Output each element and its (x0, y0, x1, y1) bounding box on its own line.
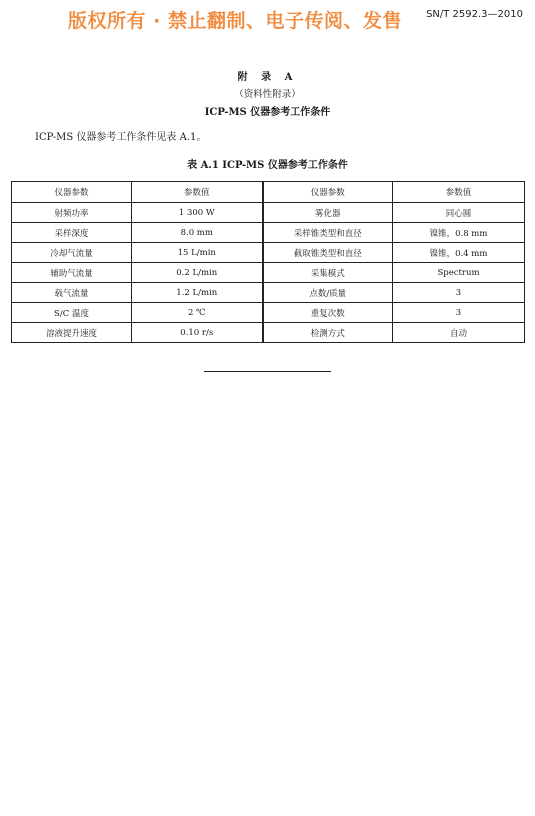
table-cell: 0.10 r/s (132, 323, 263, 343)
table-row (12, 203, 525, 223)
table-cell: 采样锥类型和直径 (263, 223, 393, 243)
table-row (12, 223, 525, 243)
table-cell: 重复次数 (263, 303, 393, 323)
table-cell: 镍锥，0.4 mm (393, 243, 525, 263)
instrument-parameters-table (11, 181, 525, 343)
table-cell: 点数/质量 (263, 283, 393, 303)
annex-title: 附 录 A (237, 72, 298, 83)
standard-number: SN/T 2592.3—2010 (426, 9, 523, 20)
table-cell: 同心圆 (393, 203, 525, 223)
table-caption: 表 A.1 ICP-MS 仪器参考工作条件 (187, 160, 348, 171)
table-cell: 载气流量 (12, 283, 132, 303)
table-cell: 采样深度 (12, 223, 132, 243)
table-row (12, 323, 525, 343)
annex-heading: ICP-MS 仪器参考工作条件 (204, 107, 331, 118)
table-cell: 0.2 L/min (132, 263, 263, 283)
table-cell: 雾化器 (263, 203, 393, 223)
table-cell: 溶液提升速度 (12, 323, 132, 343)
table-cell: 截取锥类型和直径 (263, 243, 393, 263)
table-cell: 15 L/min (132, 243, 263, 263)
annex-subtitle: （资料性附录） (234, 89, 301, 100)
column-header: 参数值 (132, 182, 263, 203)
table-cell: 8.0 mm (132, 223, 263, 243)
table-row (12, 303, 525, 323)
table-cell: Spectrum (393, 263, 525, 283)
table-cell: 检测方式 (263, 323, 393, 343)
table-cell: 3 (393, 303, 525, 323)
end-of-annex-rule (204, 371, 331, 372)
column-header: 参数值 (393, 182, 525, 203)
table-cell: S/C 温度 (12, 303, 132, 323)
intro-paragraph: ICP-MS 仪器参考工作条件见表 A.1。 (35, 132, 207, 143)
table-cell: 3 (393, 283, 525, 303)
table-row (12, 263, 525, 283)
table-header-row (12, 182, 525, 203)
table-row (12, 243, 525, 263)
table-cell: 采集模式 (263, 263, 393, 283)
table-row (12, 283, 525, 303)
table-cell: 自动 (393, 323, 525, 343)
table-cell: 射频功率 (12, 203, 132, 223)
table-cell: 辅助气流量 (12, 263, 132, 283)
column-header: 仪器参数 (12, 182, 132, 203)
copyright-watermark: 版权所有 · 禁止翻制、电子传阅、发售 (68, 10, 402, 32)
table-cell: 冷却气流量 (12, 243, 132, 263)
table-cell: 2 ℃ (132, 303, 263, 323)
table-cell: 1 300 W (132, 203, 263, 223)
column-header: 仪器参数 (263, 182, 393, 203)
table-cell: 镍锥，0.8 mm (393, 223, 525, 243)
table-cell: 1.2 L/min (132, 283, 263, 303)
